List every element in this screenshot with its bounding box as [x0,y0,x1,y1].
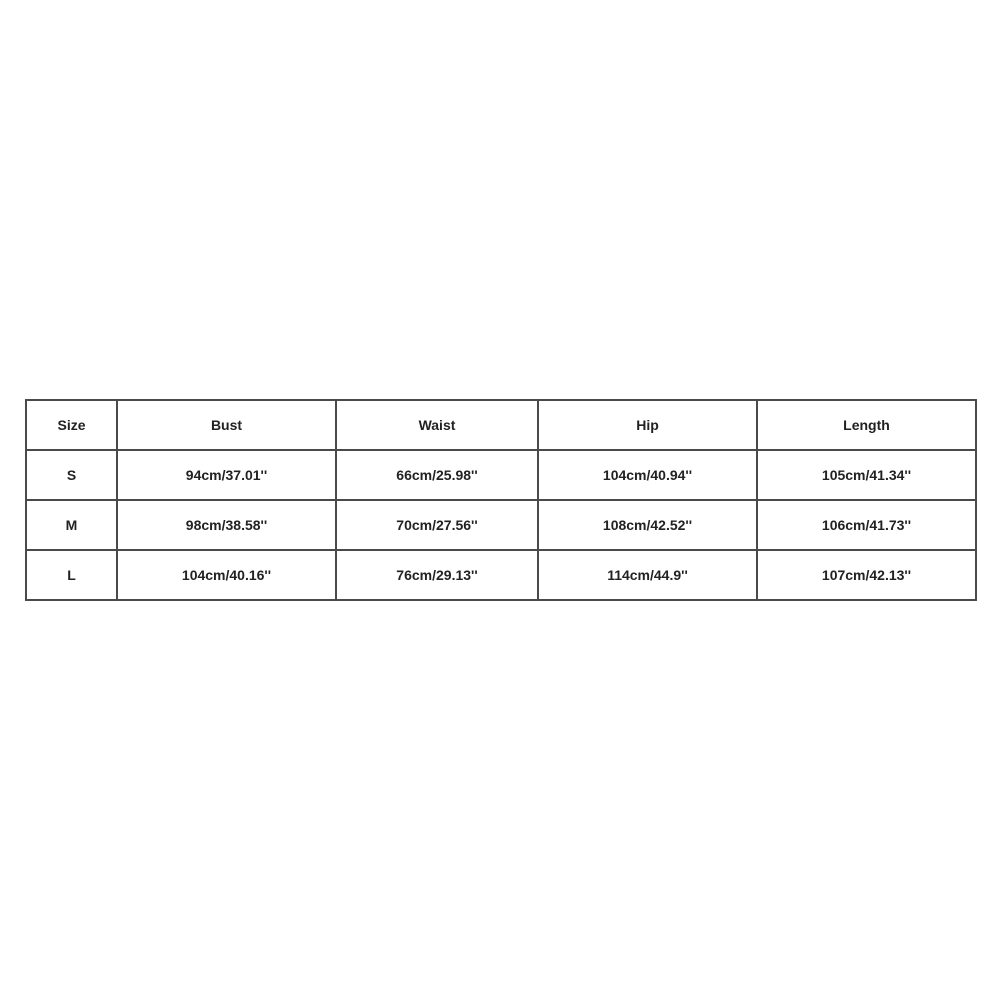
hip-cell: 104cm/40.94'' [538,450,757,500]
bust-cell: 98cm/38.58'' [117,500,336,550]
bust-cell: 94cm/37.01'' [117,450,336,500]
table-row [26,500,976,550]
header-waist: Waist [336,400,538,450]
hip-cell: 108cm/42.52'' [538,500,757,550]
header-hip: Hip [538,400,757,450]
length-cell: 106cm/41.73'' [757,500,976,550]
size-chart-table [25,399,977,601]
header-bust: Bust [117,400,336,450]
size-cell: S [26,450,117,500]
waist-cell: 70cm/27.56'' [336,500,538,550]
length-cell: 105cm/41.34'' [757,450,976,500]
table-row [26,550,976,600]
size-cell: M [26,500,117,550]
header-length: Length [757,400,976,450]
table-header-row [26,400,976,450]
waist-cell: 66cm/25.98'' [336,450,538,500]
header-size: Size [26,400,117,450]
hip-cell: 114cm/44.9'' [538,550,757,600]
waist-cell: 76cm/29.13'' [336,550,538,600]
length-cell: 107cm/42.13'' [757,550,976,600]
table-row [26,450,976,500]
bust-cell: 104cm/40.16'' [117,550,336,600]
size-cell: L [26,550,117,600]
